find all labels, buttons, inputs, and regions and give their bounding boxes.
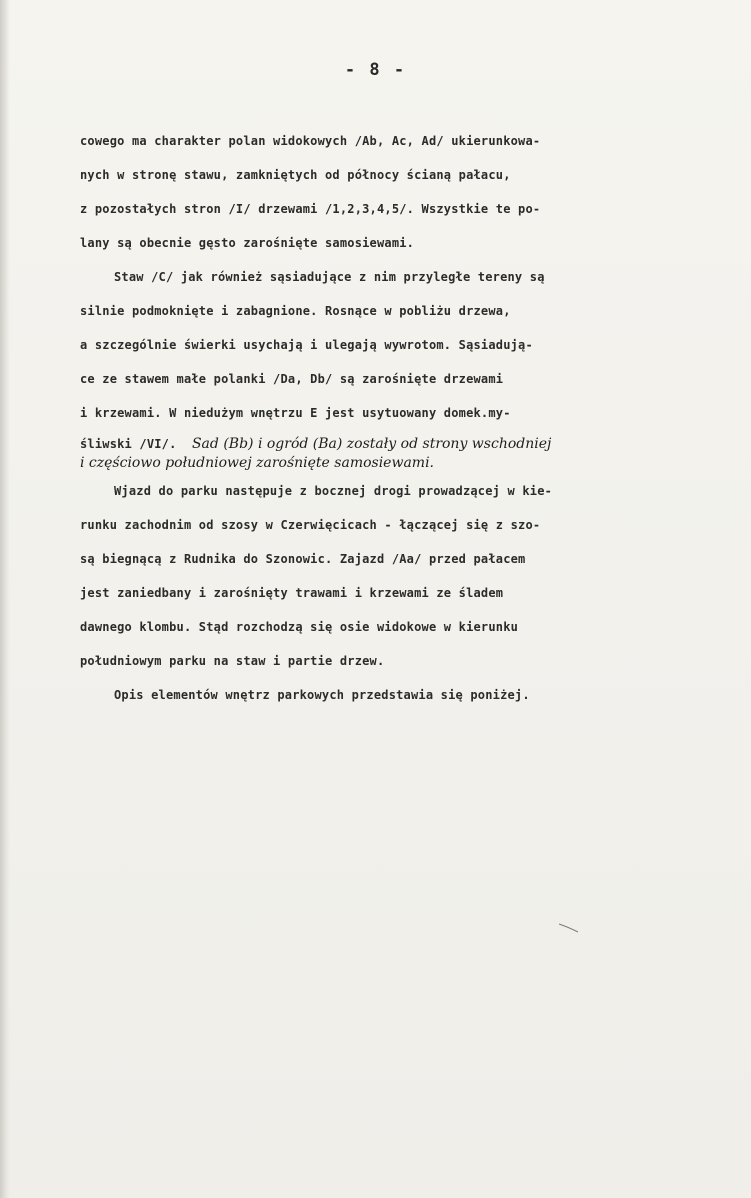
text-line: jest zaniedbany i zarośnięty trawami i krzewami ze śladem <box>80 586 504 600</box>
text-line: lany są obecnie gęsto zarośnięte samosiewami. <box>80 236 415 250</box>
text-line: południowym parku na staw i partie drzew. <box>80 654 385 668</box>
text-line: dawnego klombu. Stąd rozchodzą się osie widokowe w kierunku <box>80 620 519 634</box>
handwritten-annotation: Sad (Bb) i ogród (Ba) zostały od strony wschodniej <box>191 436 552 452</box>
body-text <box>80 124 730 712</box>
text-line: cowego ma charakter polan widokowych /Ab, Ac, Ad/ ukierunkowa- <box>80 134 541 148</box>
text-line: Staw /C/ jak również sąsiadujące z nim przyległe tereny są <box>114 270 545 284</box>
text-line: Opis elementów wnętrz parkowych przedstawia się poniżej. <box>114 688 530 702</box>
text-line: runku zachodnim od szosy w Czerwięcicach - łączącej się z szo- <box>80 518 541 532</box>
text-line: a szczególnie świerki usychają i ulegają wywrotom. Sąsiadują- <box>80 338 533 352</box>
page-number: - 8 - <box>344 60 407 80</box>
text-line: silnie podmoknięte i zabagnione. Rosnące w pobliżu drzewa, <box>80 304 511 318</box>
handwritten-annotation-continued: i częściowo południowej zarośnięte samosiewami. <box>80 455 434 471</box>
text-line: nych w stronę stawu, zamkniętych od północy ścianą pałacu, <box>80 168 511 182</box>
text-line: Wjazd do parku następuje z bocznej drogi prowadzącej w kie- <box>114 484 553 498</box>
typed-text: śliwski /VI/. <box>80 437 177 451</box>
handwritten-continuation-line <box>80 452 730 474</box>
pencil-stroke-mark <box>558 922 580 934</box>
text-line: są biegnącą z Rudnika do Szonowic. Zajazd /Aa/ przed pałacem <box>80 552 526 566</box>
text-line: ce ze stawem małe polanki /Da, Db/ są zarośnięte drzewami <box>80 372 504 386</box>
text-line: z pozostałych stron /I/ drzewami /1,2,3,4,5/. Wszystkie te po- <box>80 202 541 216</box>
text-line: i krzewami. W niedużym wnętrzu E jest usytuowany domek.my- <box>80 406 511 420</box>
